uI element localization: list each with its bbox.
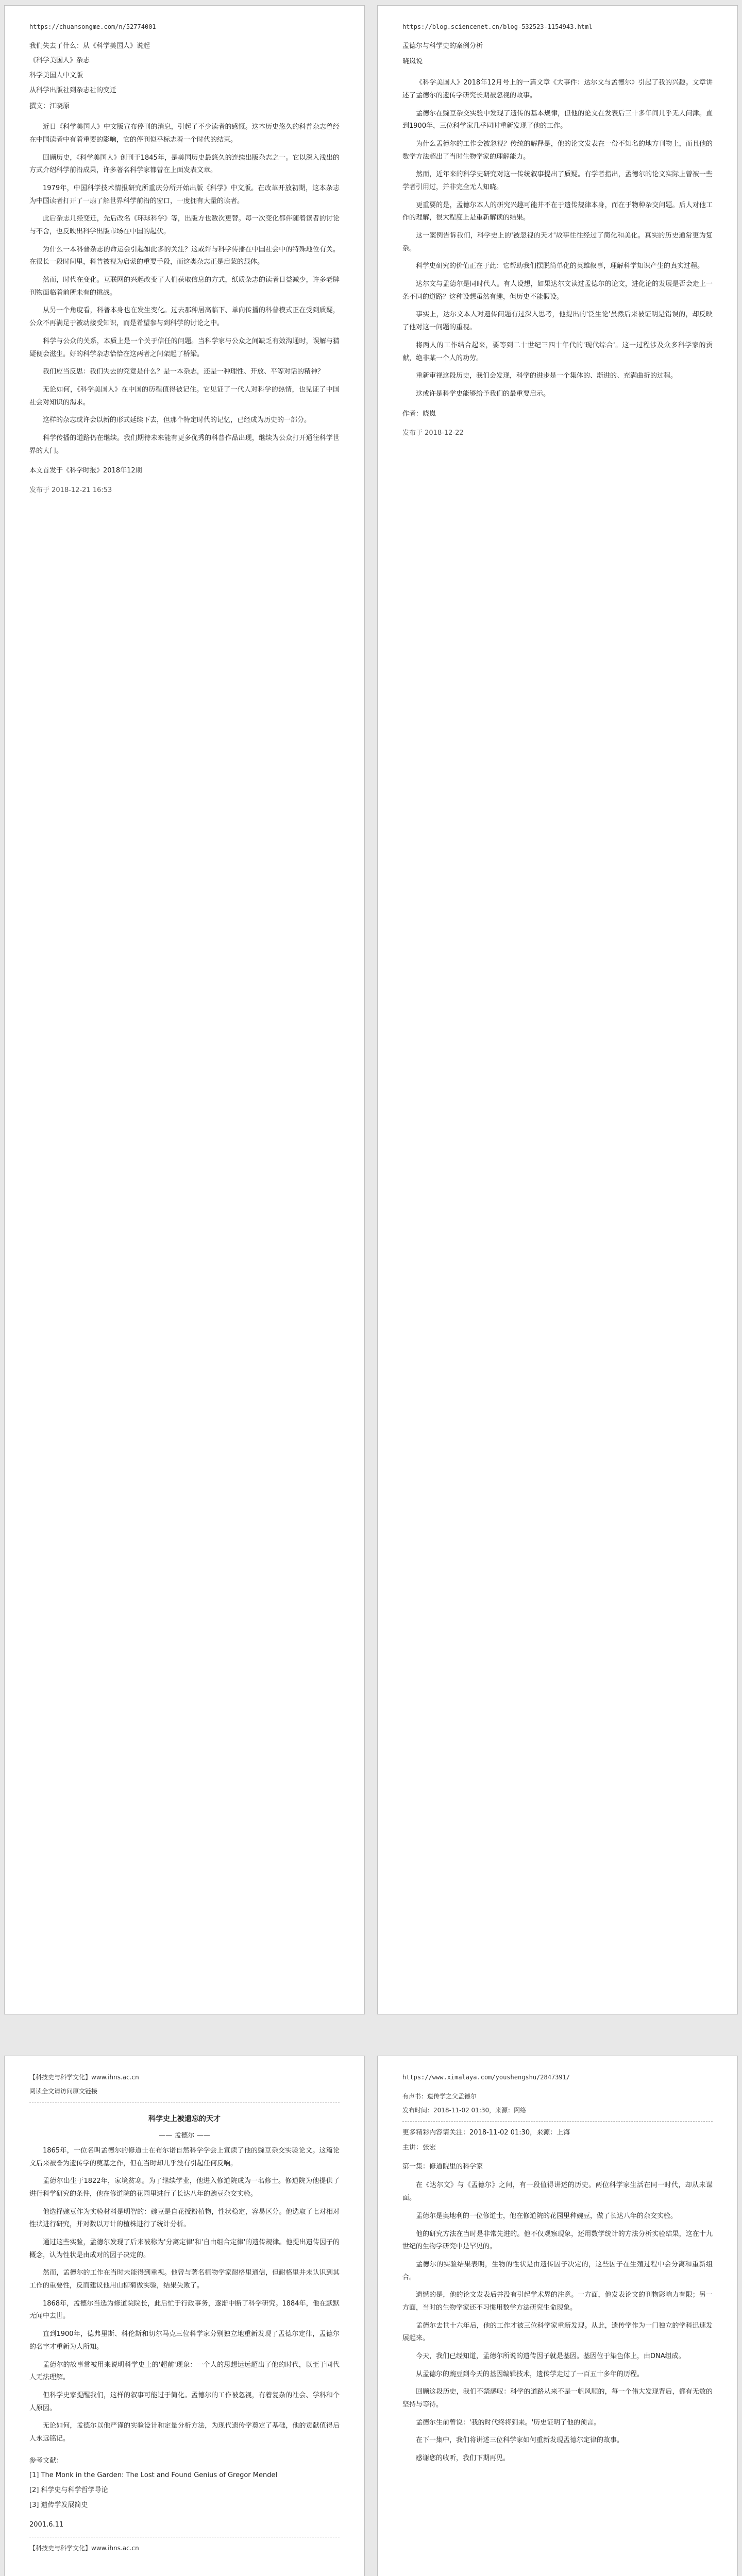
article-title: 科学史上被遗忘的天才: [148, 2114, 221, 2123]
paragraph: 近日《科学美国人》中文版宣布停刊的消息，引起了不少读者的感慨。这本历史悠久的科普杂志曾经在中国读者中有着重要的影响，它的停刊似乎标志着一个时代的结束。: [29, 123, 340, 144]
page-heading: 孟德尔与科学史的案例分析: [402, 42, 483, 50]
author-line: 主讲：张宏: [402, 2144, 436, 2152]
page-subheader: 发布时间：2018-11-02 01:30，来源：网络: [402, 2106, 527, 2114]
reference-item: [3] 遗传学发展简史: [29, 2501, 88, 2509]
document-page-3: [4, 2056, 365, 2576]
paragraph: 1868年，孟德尔当选为修道院院长，此后忙于行政事务，逐渐中断了科学研究。1884年，他在默默无闻中去世。: [29, 2299, 340, 2320]
references-heading: 参考文献：: [29, 2456, 63, 2465]
paragraph: 然而，孟德尔的工作在当时未能得到重视。他曾与著名植物学家耐格里通信，但耐格里并未认识到其工作的重要性，反而建议他用山柳菊做实验，结果失败了。: [29, 2269, 340, 2290]
document-page-4: [377, 2056, 738, 2576]
paragraph: 在下一集中，我们将讲述三位科学家如何重新发现孟德尔定律的故事。: [416, 2436, 624, 2445]
paragraph: 科学史研究的价值正在于此：它帮助我们摆脱简单化的英雄叙事，理解科学知识产生的真实过程。: [416, 262, 704, 270]
paragraph: 从孟德尔的豌豆到今天的基因编辑技术，遗传学走过了一百五十多年的历程。: [416, 2370, 644, 2378]
paragraph: 但科学史家提醒我们，这样的叙事可能过于简化。孟德尔的工作被忽视，有着复杂的社会、学科和个人原因。: [29, 2391, 340, 2412]
paragraph: 回顾这段历史，我们不禁感叹：科学的道路从来不是一帆风顺的，每一个伟大发现背后，都有无数的坚持与等待。: [402, 2388, 713, 2409]
paragraph: 直到1900年，德弗里斯、科伦斯和切尔马克三位科学家分别独立地重新发现了孟德尔定律，孟德尔的名字才重新为人所知。: [29, 2330, 340, 2351]
paragraph: 回顾历史，《科学美国人》创刊于1845年，是美国历史最悠久的连续出版杂志之一。它以深入浅出的方式介绍科学前沿成果，许多著名科学家都曾在上面发表文章。: [29, 154, 340, 175]
article-subtitle: —— 孟德尔 ——: [159, 2132, 210, 2140]
paragraph: 将两人的工作结合起来，要等到二十世纪三四十年代的'现代综合'。这一过程涉及众多科学家的贡献，绝非某一个人的功劳。: [402, 341, 713, 362]
author-line: 撰文：江晓原: [29, 102, 70, 110]
signature-line: 本文首发于《科学时报》2018年12期: [29, 467, 142, 475]
signature-line: 作者：晓岚: [402, 410, 436, 418]
paragraph: 孟德尔是奥地利的一位修道士，他在修道院的花园里种豌豆，做了长达八年的杂交实验。: [416, 2212, 678, 2220]
paragraph: 孟德尔去世十六年后，他的工作才被三位科学家重新发现。从此，遗传学作为一门独立的学科迅速发展起来。: [402, 2321, 713, 2343]
text-line: 科学美国人中文版: [29, 72, 83, 80]
paragraph: 为什么孟德尔的工作会被忽视？传统的解释是，他的论文发表在一份不知名的地方刊物上，而且他的数学方法超出了当时生物学家的理解能力。: [402, 140, 713, 161]
paragraph: 他选择豌豆作为实验材料是明智的：豌豆是自花授粉植物，性状稳定，容易区分。他选取了七对相对性状进行研究，并对数以万计的植株进行了统计分析。: [29, 2208, 340, 2229]
paragraph: 这或许是科学史能够给予我们的最重要启示。: [416, 389, 550, 398]
paragraph: 《科学美国人》2018年12月号上的一篇文章《大事件：达尔文与孟德尔》引起了我的兴趣。文章讲述了孟德尔的遗传学研究长期被忽视的故事。: [402, 79, 713, 99]
paragraph: 遗憾的是，他的论文发表后并没有引起学术界的注意。一方面，他发表论文的刊物影响力有限；另一方面，当时的生物学家还不习惯用数学方法研究生命现象。: [402, 2291, 713, 2312]
page-heading: 我们失去了什么：从《科学美国人》说起: [29, 42, 150, 50]
reference-item: [1] The Monk in the Garden: The Lost and Found Genius of Gregor Mendel: [29, 2471, 278, 2480]
paragraph: 无论如何，孟德尔以他严谨的实验设计和定量分析方法，为现代遗传学奠定了基础，他的贡献值得后人永远铭记。: [29, 2422, 340, 2443]
paragraph: 今天，我们已经知道，孟德尔所说的遗传因子就是基因。基因位于染色体上，由DNA组成。: [416, 2352, 685, 2361]
page-footer: 【科技史与科学文化】www.ihns.ac.cn: [29, 2545, 139, 2552]
paragraph: 在《达尔文》与《孟德尔》之间，有一段值得讲述的历史。两位科学家生活在同一时代，却从未谋面。: [402, 2181, 713, 2202]
paragraph: 通过这些实验，孟德尔发现了后来被称为'分离定律'和'自由组合定律'的遗传规律。他提出遗传因子的概念，认为性状是由成对的因子决定的。: [29, 2239, 340, 2259]
paragraph: 然而，时代在变化。互联网的兴起改变了人们获取信息的方式，纸质杂志的读者日益减少，许多老牌刊物面临着前所未有的挑战。: [29, 276, 340, 297]
paragraph: 这一案例告诉我们，科学史上的'被忽视的天才'故事往往经过了简化和美化。真实的历史通常更为复杂。: [402, 232, 713, 252]
source-url[interactable]: https://chuansongme.com/n/52774001: [29, 23, 156, 30]
source-url[interactable]: https://blog.sciencenet.cn/blog-532523-1154943.html: [402, 23, 593, 30]
article-date: 2001.6.11: [29, 2521, 64, 2529]
source-url[interactable]: https://www.ximalaya.com/youshengshu/2847391/: [402, 2074, 570, 2081]
paragraph: 感谢您的收听，我们下期再见。: [416, 2454, 510, 2463]
document-page-2: [377, 5, 738, 2014]
page-header: 有声书：遗传学之父孟德尔: [402, 2092, 477, 2100]
paragraph: 无论如何，《科学美国人》在中国的历程值得被记住。它见证了一代人对科学的热情，也见证了中国社会对知识的渴求。: [29, 385, 340, 406]
paragraph: 科学与公众的关系，本质上是一个关于信任的问题。当科学家与公众之间缺乏有效沟通时，误解与猜疑便会滋生。好的科学杂志恰恰在这两者之间架起了桥梁。: [29, 337, 340, 358]
text-line: 《科学美国人》杂志: [29, 57, 90, 65]
publish-date: 发布于 2018-12-21 16:53: [29, 486, 112, 495]
paragraph: 我们应当反思：我们失去的究竟是什么？是一本杂志，还是一种理性、开放、平等对话的精神？: [43, 368, 325, 376]
paragraph: 此后杂志几经变迁，先后改名《环球科学》等，出版方也数次更替。每一次变化都伴随着读者的讨论与不舍，也反映出科学出版市场在中国的起伏。: [29, 215, 340, 236]
paragraph: 科学传播的道路仍在继续。我们期待未来能有更多优秀的科普作品出现，继续为公众打开通往科学世界的大门。: [29, 434, 340, 455]
author-line: 晓岚说: [402, 58, 423, 66]
paragraph: 孟德尔出生于1822年，家境贫寒。为了继续学业，他进入修道院成为一名修士。修道院为他提供了进行科学研究的条件，他在修道院的花园里进行了长达八年的豌豆杂交实验。: [29, 2177, 340, 2198]
paragraph: 孟德尔生前曾说：'我的时代终将到来。'历史证明了他的预言。: [416, 2418, 601, 2427]
paragraph: 事实上，达尔文本人对遗传问题有过深入思考，他提出的'泛生论'虽然后来被证明是错误的，却反映了他对这一问题的重视。: [402, 311, 713, 332]
document-page-1: [4, 5, 365, 2014]
paragraph: 这样的杂志或许会以新的形式延续下去，但那个特定时代的记忆，已经成为历史的一部分。: [43, 416, 311, 425]
paragraph: 重新审视这段历史，我们会发现，科学的进步是一个集体的、渐进的、充满曲折的过程。: [416, 372, 678, 380]
paragraph: 他的研究方法在当时是非常先进的。他不仅观察现象，还用数学统计的方法分析实验结果，这在十九世纪的生物学研究中是罕见的。: [402, 2230, 713, 2251]
reference-item: [2] 科学史与科学哲学导论: [29, 2486, 108, 2494]
paragraph: 更重要的是，孟德尔本人的研究兴趣可能并不在于遗传规律本身，而在于物种杂交问题。后人对他工作的理解，很大程度上是重新解读的结果。: [402, 201, 713, 222]
paragraph: 1865年，一位名叫孟德尔的修道士在布尔诺自然科学学会上宣读了他的豌豆杂交实验论文。这篇论文后来被誉为遗传学的奠基之作，但在当时却几乎没有引起任何反响。: [29, 2146, 340, 2167]
paragraph: 孟德尔的故事常被用来说明科学史上的'超前'现象：一个人的思想远远超出了他的时代，以至于同代人无法理解。: [29, 2361, 340, 2382]
publish-date: 发布于 2018-12-22: [402, 429, 464, 437]
paragraph: 从另一个角度看，科普本身也在发生变化。过去那种居高临下、单向传播的科普模式正在受到质疑，公众不再满足于被动接受知识，而是希望参与到科学的讨论之中。: [29, 307, 340, 328]
paragraph: 孟德尔在豌豆杂交实验中发现了遗传的基本规律，但他的论文在发表后三十多年间几乎无人问津。直到1900年，三位科学家几乎同时重新发现了他的工作。: [402, 109, 713, 130]
paragraph: 为什么一本科普杂志的命运会引起如此多的关注？这或许与科学传播在中国社会中的特殊地位有关。在很长一段时间里，科普被视为启蒙的重要手段，而这类杂志正是启蒙的载体。: [29, 245, 340, 266]
paragraph: 1979年，中国科学技术情报研究所重庆分所开始出版《科学》中文版。在改革开放初期，这本杂志为中国读者打开了一扇了解世界科学前沿的窗口，一度拥有大量的读者。: [29, 184, 340, 205]
meta-line: 更多精彩内容请关注：2018-11-02 01:30，来源：上海: [402, 2129, 570, 2137]
paragraph: 达尔文与孟德尔是同时代人。有人设想，如果达尔文读过孟德尔的论文，进化论的发展是否会走上一条不同的道路？这种设想虽然有趣，但历史不能假设。: [402, 280, 713, 301]
section-heading: 第一集：修道院里的科学家: [402, 2162, 483, 2171]
paragraph: 孟德尔的实验结果表明，生物的性状是由遗传因子决定的，这些因子在生殖过程中会分离和重新组合。: [402, 2260, 713, 2281]
divider: [402, 2121, 713, 2122]
text-line: 从科学出版社到杂志社的变迁: [29, 86, 117, 94]
page-subheader: 阅读全文请访问原文链接: [29, 2087, 98, 2095]
page-header: 【科技史与科学文化】www.ihns.ac.cn: [29, 2074, 139, 2081]
paragraph: 然而，近年来的科学史研究对这一传统叙事提出了质疑。有学者指出，孟德尔的论文实际上曾被一些学者引用过，并非完全无人知晓。: [402, 171, 713, 191]
